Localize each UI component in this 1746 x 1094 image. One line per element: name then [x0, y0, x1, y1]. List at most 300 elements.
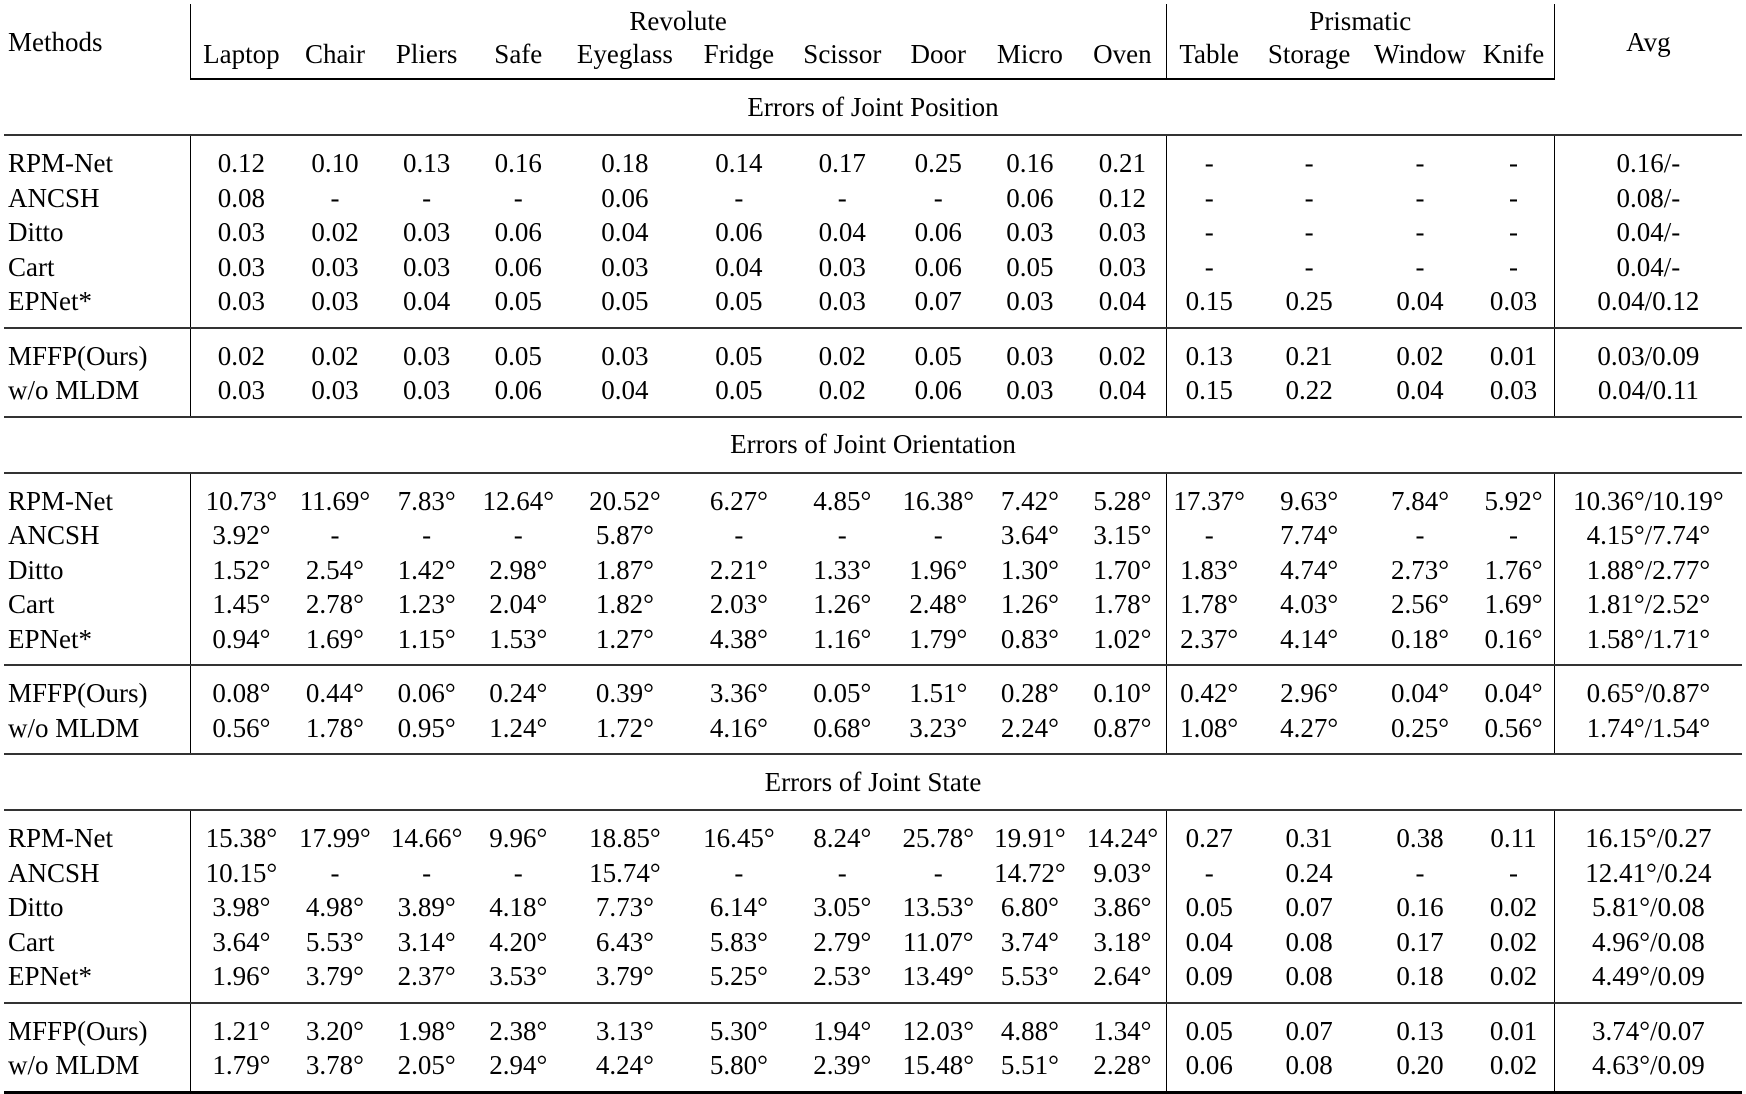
- cell-fridge: 0.05: [715, 286, 763, 316]
- cell-table: 0.06: [1166, 1048, 1251, 1092]
- cell-avg: 4.63°/0.09: [1554, 1048, 1742, 1092]
- cell-avg: 1.81°/2.52°: [1554, 587, 1742, 622]
- cell-window: 0.04: [1367, 373, 1474, 417]
- section-title-row: [4, 754, 1742, 810]
- cell-laptop: 0.94°: [190, 622, 292, 666]
- cell-window: 0.20: [1367, 1048, 1474, 1092]
- cell-table: -: [1166, 518, 1251, 553]
- revolute-group-header: Revolute: [190, 4, 1166, 36]
- cell-fridge: 3.36°: [689, 665, 789, 711]
- cell-fridge: 4.38°: [709, 623, 768, 654]
- cell-window: 0.18°: [1390, 623, 1450, 654]
- cell-eyeglass: 0.03: [601, 251, 649, 282]
- cell-knife: 0.02: [1489, 892, 1538, 922]
- cell-scissor: -: [837, 520, 847, 550]
- cell-pliers: -: [422, 520, 432, 550]
- cell-table: 2.37°: [1166, 622, 1251, 666]
- cell-scissor: 1.94°: [789, 1003, 896, 1049]
- cell-oven: 0.04: [1098, 286, 1146, 316]
- cell-storage: -: [1304, 251, 1314, 282]
- column-header-safe: Safe: [476, 36, 561, 79]
- cell-knife: 1.76°: [1484, 554, 1543, 585]
- cell-scissor: 2.39°: [789, 1048, 896, 1092]
- cell-fridge: 5.30°: [689, 1003, 789, 1049]
- cell-storage: 0.08: [1285, 961, 1333, 991]
- cell-table: 0.15: [1166, 284, 1251, 328]
- cell-pliers: 3.89°: [397, 892, 456, 922]
- cell-knife: 0.03: [1473, 373, 1554, 417]
- cell-safe: 4.20°: [489, 926, 548, 957]
- cell-avg: 1.58°/1.71°: [1554, 622, 1742, 666]
- cell-door: 0.06: [914, 217, 962, 247]
- cell-pliers: 0.04: [403, 286, 451, 316]
- avg-header: Avg: [1554, 4, 1742, 79]
- cell-laptop: 0.02: [190, 328, 292, 374]
- cell-chair: -: [330, 520, 340, 550]
- table-row: [4, 284, 1742, 328]
- cell-eyeglass: 1.27°: [595, 623, 654, 654]
- cell-laptop: 10.73°: [190, 473, 292, 519]
- method-name: RPM-Net: [8, 823, 114, 853]
- cell-scissor: 1.33°: [813, 554, 872, 585]
- cell-laptop: 0.12: [190, 135, 292, 181]
- cell-storage: 0.24: [1285, 857, 1333, 888]
- cell-window: 0.04: [1396, 286, 1444, 316]
- cell-eyeglass: 0.39°: [561, 665, 689, 711]
- cell-door: 0.07: [914, 286, 962, 316]
- cell-micro: 14.72°: [994, 857, 1066, 888]
- cell-safe: 12.64°: [482, 485, 555, 516]
- cell-scissor: -: [837, 857, 847, 888]
- cell-avg: 4.15°/7.74°: [1554, 518, 1742, 553]
- cell-pliers: 0.03: [403, 251, 451, 282]
- cell-storage: 4.03°: [1280, 589, 1339, 619]
- cell-avg: 4.49°/0.09: [1554, 959, 1742, 1003]
- method-name: MFFP(Ours): [4, 665, 190, 711]
- cell-table: -: [1166, 135, 1251, 181]
- method-name: RPM-Net: [8, 148, 114, 178]
- cell-door: 12.03°: [896, 1003, 981, 1049]
- cell-door: 16.38°: [902, 485, 974, 516]
- cell-safe: 0.06: [494, 217, 542, 247]
- cell-chair: 0.03: [292, 373, 377, 417]
- cell-scissor: 1.26°: [813, 589, 872, 619]
- cell-scissor: 2.53°: [813, 961, 872, 991]
- cell-pliers: 0.03: [403, 217, 451, 247]
- cell-oven: 3.15°: [1093, 520, 1152, 550]
- cell-safe: 0.05: [476, 328, 561, 374]
- cell-table: 0.05: [1166, 890, 1251, 925]
- cell-storage: 0.07: [1252, 1003, 1367, 1049]
- cell-safe: 1.24°: [476, 711, 561, 755]
- table-row: [4, 810, 1742, 856]
- cell-micro: 0.03: [981, 328, 1079, 374]
- column-header-knife: Knife: [1473, 36, 1554, 79]
- table-row: [4, 959, 1742, 1003]
- cell-knife: 0.56°: [1473, 711, 1554, 755]
- cell-micro: 0.03: [1006, 217, 1054, 247]
- cell-laptop: 3.98°: [190, 890, 292, 925]
- cell-door: 0.06: [914, 251, 962, 282]
- cell-chair: 2.78°: [305, 589, 364, 619]
- cell-avg: 0.03/0.09: [1554, 328, 1742, 374]
- cell-laptop: 10.15°: [190, 856, 292, 891]
- cell-pliers: 7.83°: [397, 485, 456, 516]
- cell-door: 13.49°: [902, 961, 974, 991]
- cell-door: 0.06: [896, 373, 981, 417]
- cell-eyeglass: 1.82°: [595, 589, 654, 619]
- cell-avg: 0.08/-: [1554, 181, 1742, 216]
- table-row: [4, 890, 1742, 925]
- cell-safe: 0.06: [476, 373, 561, 417]
- method-name: w/o MLDM: [4, 711, 190, 755]
- cell-table: 0.27: [1166, 810, 1251, 856]
- cell-storage: -: [1304, 217, 1314, 247]
- table-row: [4, 925, 1742, 960]
- section-title-row: [4, 417, 1742, 473]
- table-row: [4, 1003, 1742, 1049]
- table-row: [4, 1048, 1742, 1092]
- cell-fridge: 16.45°: [703, 823, 775, 853]
- cell-window: -: [1415, 520, 1425, 550]
- results-table: [4, 4, 1742, 1094]
- cell-fridge: 2.21°: [709, 554, 768, 585]
- cell-door: 11.07°: [902, 926, 974, 957]
- cell-safe: 2.38°: [476, 1003, 561, 1049]
- cell-window: 0.17: [1396, 926, 1444, 957]
- cell-oven: 2.64°: [1093, 961, 1152, 991]
- cell-pliers: -: [422, 182, 432, 213]
- cell-storage: 0.22: [1252, 373, 1367, 417]
- cell-laptop: 15.38°: [190, 810, 292, 856]
- cell-chair: 0.10: [311, 148, 359, 178]
- cell-scissor: 0.17: [818, 148, 866, 178]
- cell-door: 25.78°: [902, 823, 974, 853]
- section-title: Errors of Joint Position: [4, 79, 1742, 135]
- cell-safe: 9.96°: [489, 823, 548, 853]
- cell-scissor: 8.24°: [813, 823, 872, 853]
- cell-fridge: 0.04: [715, 251, 763, 282]
- table-row: [4, 373, 1742, 417]
- column-header-window: Window: [1367, 36, 1474, 79]
- cell-safe: 4.18°: [489, 892, 548, 922]
- table-header: [4, 4, 1742, 79]
- cell-knife: 0.02: [1473, 1048, 1554, 1092]
- cell-safe: 2.98°: [489, 554, 548, 585]
- cell-storage: 0.08: [1285, 926, 1333, 957]
- cell-laptop: 0.56°: [190, 711, 292, 755]
- cell-oven: 0.02: [1079, 328, 1166, 374]
- cell-micro: 1.30°: [1000, 554, 1059, 585]
- table-row: [4, 215, 1742, 250]
- cell-oven: 3.18°: [1093, 926, 1152, 957]
- cell-laptop: 1.45°: [190, 587, 292, 622]
- cell-eyeglass: 15.74°: [589, 857, 661, 888]
- cell-pliers: 14.66°: [390, 823, 463, 853]
- cell-micro: 7.42°: [1000, 485, 1059, 516]
- cell-oven: 1.78°: [1093, 589, 1152, 619]
- cell-eyeglass: 1.87°: [595, 554, 654, 585]
- cell-chair: 0.03: [311, 251, 359, 282]
- cell-knife: 0.02: [1489, 961, 1538, 991]
- cell-eyeglass: 3.13°: [561, 1003, 689, 1049]
- cell-micro: 5.53°: [1000, 961, 1059, 991]
- cell-table: 17.37°: [1166, 473, 1251, 519]
- cell-window: 0.25°: [1367, 711, 1474, 755]
- cell-table: 0.05: [1166, 1003, 1251, 1049]
- cell-table: 0.09: [1166, 959, 1251, 1003]
- cell-pliers: 0.95°: [378, 711, 476, 755]
- cell-micro: 2.24°: [981, 711, 1079, 755]
- cell-fridge: -: [734, 520, 744, 550]
- cell-knife: 0.02: [1489, 926, 1538, 957]
- cell-table: 0.42°: [1166, 665, 1251, 711]
- cell-door: -: [933, 520, 943, 550]
- cell-micro: 19.91°: [994, 823, 1066, 853]
- table-row: [4, 473, 1742, 519]
- cell-fridge: 5.25°: [709, 961, 768, 991]
- cell-storage: 0.07: [1285, 892, 1333, 922]
- cell-table: 0.04: [1166, 925, 1251, 960]
- cell-oven: 3.86°: [1093, 892, 1152, 922]
- cell-eyeglass: 0.03: [561, 328, 689, 374]
- cell-avg: 1.88°/2.77°: [1554, 553, 1742, 588]
- cell-window: 2.73°: [1390, 554, 1450, 585]
- cell-fridge: 5.80°: [689, 1048, 789, 1092]
- cell-laptop: 1.52°: [190, 553, 292, 588]
- cell-fridge: -: [734, 182, 744, 213]
- cell-knife: 0.11: [1490, 823, 1537, 853]
- method-name: EPNet*: [8, 961, 92, 991]
- cell-fridge: -: [734, 857, 744, 888]
- cell-scissor: 0.03: [818, 286, 866, 316]
- cell-window: 0.13: [1367, 1003, 1474, 1049]
- table-row: [4, 135, 1742, 181]
- column-header-eyeglass: Eyeglass: [561, 36, 689, 79]
- column-header-oven: Oven: [1079, 36, 1166, 79]
- cell-eyeglass: 0.18: [601, 148, 649, 178]
- cell-safe: -: [513, 520, 523, 550]
- cell-table: 1.78°: [1166, 587, 1251, 622]
- cell-scissor: 0.68°: [789, 711, 896, 755]
- cell-table: -: [1166, 215, 1251, 250]
- cell-laptop: 1.21°: [190, 1003, 292, 1049]
- cell-eyeglass: 0.05: [601, 286, 649, 316]
- table-row: [4, 665, 1742, 711]
- section-title: Errors of Joint Orientation: [4, 417, 1742, 473]
- method-name: MFFP(Ours): [4, 328, 190, 374]
- cell-oven: 0.21: [1098, 148, 1146, 178]
- section-title-row: [4, 79, 1742, 135]
- cell-storage: 0.08: [1252, 1048, 1367, 1092]
- cell-laptop: 0.08: [190, 181, 292, 216]
- cell-avg: 12.41°/0.24: [1554, 856, 1742, 891]
- cell-chair: 2.54°: [305, 554, 364, 585]
- cell-micro: 0.83°: [1000, 623, 1059, 654]
- cell-oven: 1.34°: [1079, 1003, 1166, 1049]
- cell-safe: 3.53°: [489, 961, 548, 991]
- cell-laptop: 1.79°: [190, 1048, 292, 1092]
- cell-window: 0.04°: [1367, 665, 1474, 711]
- cell-scissor: 0.03: [818, 251, 866, 282]
- table-row: [4, 518, 1742, 553]
- cell-fridge: 0.05: [689, 373, 789, 417]
- cell-eyeglass: 0.06: [601, 182, 649, 213]
- column-header-door: Door: [896, 36, 981, 79]
- cell-pliers: 0.06°: [378, 665, 476, 711]
- table-row: [4, 587, 1742, 622]
- method-name: Ditto: [8, 892, 64, 922]
- cell-table: 1.83°: [1166, 553, 1251, 588]
- cell-door: 0.05: [896, 328, 981, 374]
- column-header-chair: Chair: [292, 36, 377, 79]
- cell-scissor: 3.05°: [813, 892, 872, 922]
- column-header-micro: Micro: [981, 36, 1079, 79]
- cell-eyeglass: 5.87°: [595, 520, 654, 550]
- cell-knife: -: [1509, 857, 1519, 888]
- cell-micro: 0.16: [1006, 148, 1054, 178]
- cell-knife: -: [1509, 520, 1519, 550]
- cell-storage: 4.14°: [1280, 623, 1339, 654]
- cell-scissor: 1.16°: [813, 623, 872, 654]
- cell-pliers: 1.98°: [378, 1003, 476, 1049]
- cell-oven: 0.04: [1079, 373, 1166, 417]
- cell-scissor: 0.05°: [789, 665, 896, 711]
- cell-fridge: 0.05: [689, 328, 789, 374]
- cell-pliers: 1.42°: [397, 554, 456, 585]
- cell-fridge: 5.83°: [709, 926, 768, 957]
- table-row: [4, 250, 1742, 285]
- section-title: Errors of Joint State: [4, 754, 1742, 810]
- column-header-pliers: Pliers: [378, 36, 476, 79]
- cell-storage: -: [1304, 148, 1314, 178]
- cell-chair: 3.79°: [305, 961, 364, 991]
- cell-pliers: 2.37°: [397, 961, 456, 991]
- method-name: RPM-Net: [8, 485, 114, 516]
- cell-window: 0.18: [1396, 961, 1444, 991]
- cell-safe: 0.05: [494, 286, 542, 316]
- column-header-storage: Storage: [1252, 36, 1367, 79]
- cell-window: -: [1415, 217, 1425, 247]
- cell-window: 7.84°: [1390, 485, 1450, 516]
- cell-avg: 0.04/-: [1554, 215, 1742, 250]
- cell-oven: 0.10°: [1079, 665, 1166, 711]
- cell-eyeglass: 4.24°: [561, 1048, 689, 1092]
- column-header-row: [4, 36, 1742, 79]
- cell-chair: 3.20°: [292, 1003, 377, 1049]
- column-header-fridge: Fridge: [689, 36, 789, 79]
- cell-oven: 1.70°: [1093, 554, 1152, 585]
- cell-knife: 0.01: [1473, 328, 1554, 374]
- table-body: [4, 79, 1742, 1092]
- cell-pliers: 1.23°: [397, 589, 456, 619]
- cell-oven: 0.87°: [1079, 711, 1166, 755]
- cell-storage: 0.25: [1285, 286, 1333, 316]
- cell-fridge: 4.16°: [689, 711, 789, 755]
- cell-door: -: [933, 182, 943, 213]
- cell-storage: 7.74°: [1280, 520, 1339, 550]
- method-name: ANCSH: [8, 520, 100, 550]
- cell-avg: 0.16/-: [1554, 135, 1742, 181]
- table-row: [4, 553, 1742, 588]
- cell-table: 0.13: [1166, 328, 1251, 374]
- cell-avg: 3.74°/0.07: [1554, 1003, 1742, 1049]
- cell-micro: 0.05: [1006, 251, 1054, 282]
- cell-laptop: 3.64°: [190, 925, 292, 960]
- cell-storage: -: [1304, 182, 1314, 213]
- cell-pliers: -: [422, 857, 432, 888]
- cell-safe: 0.16: [494, 148, 542, 178]
- cell-scissor: 2.79°: [813, 926, 872, 957]
- cell-safe: -: [513, 182, 523, 213]
- prismatic-group-header: Prismatic: [1166, 4, 1554, 36]
- cell-window: 2.56°: [1390, 589, 1450, 619]
- cell-safe: 2.04°: [489, 589, 548, 619]
- cell-eyeglass: 3.79°: [595, 961, 654, 991]
- cell-laptop: 0.03: [190, 250, 292, 285]
- cell-avg: 4.96°/0.08: [1554, 925, 1742, 960]
- method-name: ANCSH: [8, 182, 100, 213]
- cell-micro: 3.74°: [1000, 926, 1059, 957]
- method-name: ANCSH: [8, 857, 100, 888]
- cell-door: 1.96°: [909, 554, 968, 585]
- table-row: [4, 856, 1742, 891]
- cell-knife: 5.92°: [1484, 485, 1543, 516]
- cell-eyeglass: 18.85°: [589, 823, 661, 853]
- cell-table: -: [1166, 181, 1251, 216]
- cell-oven: 1.02°: [1093, 623, 1152, 654]
- cell-micro: 0.28°: [981, 665, 1079, 711]
- cell-table: -: [1166, 856, 1251, 891]
- cell-pliers: 2.05°: [378, 1048, 476, 1092]
- cell-door: 2.48°: [909, 589, 968, 619]
- cell-door: 13.53°: [902, 892, 974, 922]
- cell-door: 3.23°: [896, 711, 981, 755]
- cell-pliers: 0.03: [378, 373, 476, 417]
- column-header-table: Table: [1166, 36, 1251, 79]
- cell-knife: -: [1509, 182, 1519, 213]
- cell-door: 15.48°: [896, 1048, 981, 1092]
- cell-laptop: 0.03: [190, 215, 292, 250]
- table-row: [4, 622, 1742, 666]
- cell-door: 0.25: [914, 148, 962, 178]
- cell-knife: -: [1509, 251, 1519, 282]
- cell-chair: 0.03: [311, 286, 359, 316]
- cell-safe: 1.53°: [489, 623, 548, 654]
- cell-oven: 9.03°: [1093, 857, 1152, 888]
- cell-fridge: 6.14°: [709, 892, 768, 922]
- methods-header: Methods: [8, 26, 103, 57]
- cell-chair: -: [330, 182, 340, 213]
- cell-chair: -: [330, 857, 340, 888]
- cell-avg: 0.04/0.11: [1554, 373, 1742, 417]
- cell-knife: 0.04°: [1473, 665, 1554, 711]
- cell-eyeglass: 0.04: [601, 217, 649, 247]
- cell-chair: 1.78°: [292, 711, 377, 755]
- cell-storage: 0.31: [1285, 823, 1333, 853]
- cell-window: -: [1415, 251, 1425, 282]
- cell-safe: 0.06: [494, 251, 542, 282]
- cell-oven: 14.24°: [1086, 823, 1159, 853]
- cell-knife: -: [1509, 217, 1519, 247]
- table-row: [4, 711, 1742, 755]
- cell-window: -: [1415, 857, 1425, 888]
- cell-storage: 0.21: [1252, 328, 1367, 374]
- cell-pliers: 0.03: [378, 328, 476, 374]
- method-name: Cart: [8, 589, 55, 619]
- cell-oven: 2.28°: [1079, 1048, 1166, 1092]
- cell-micro: 5.51°: [981, 1048, 1079, 1092]
